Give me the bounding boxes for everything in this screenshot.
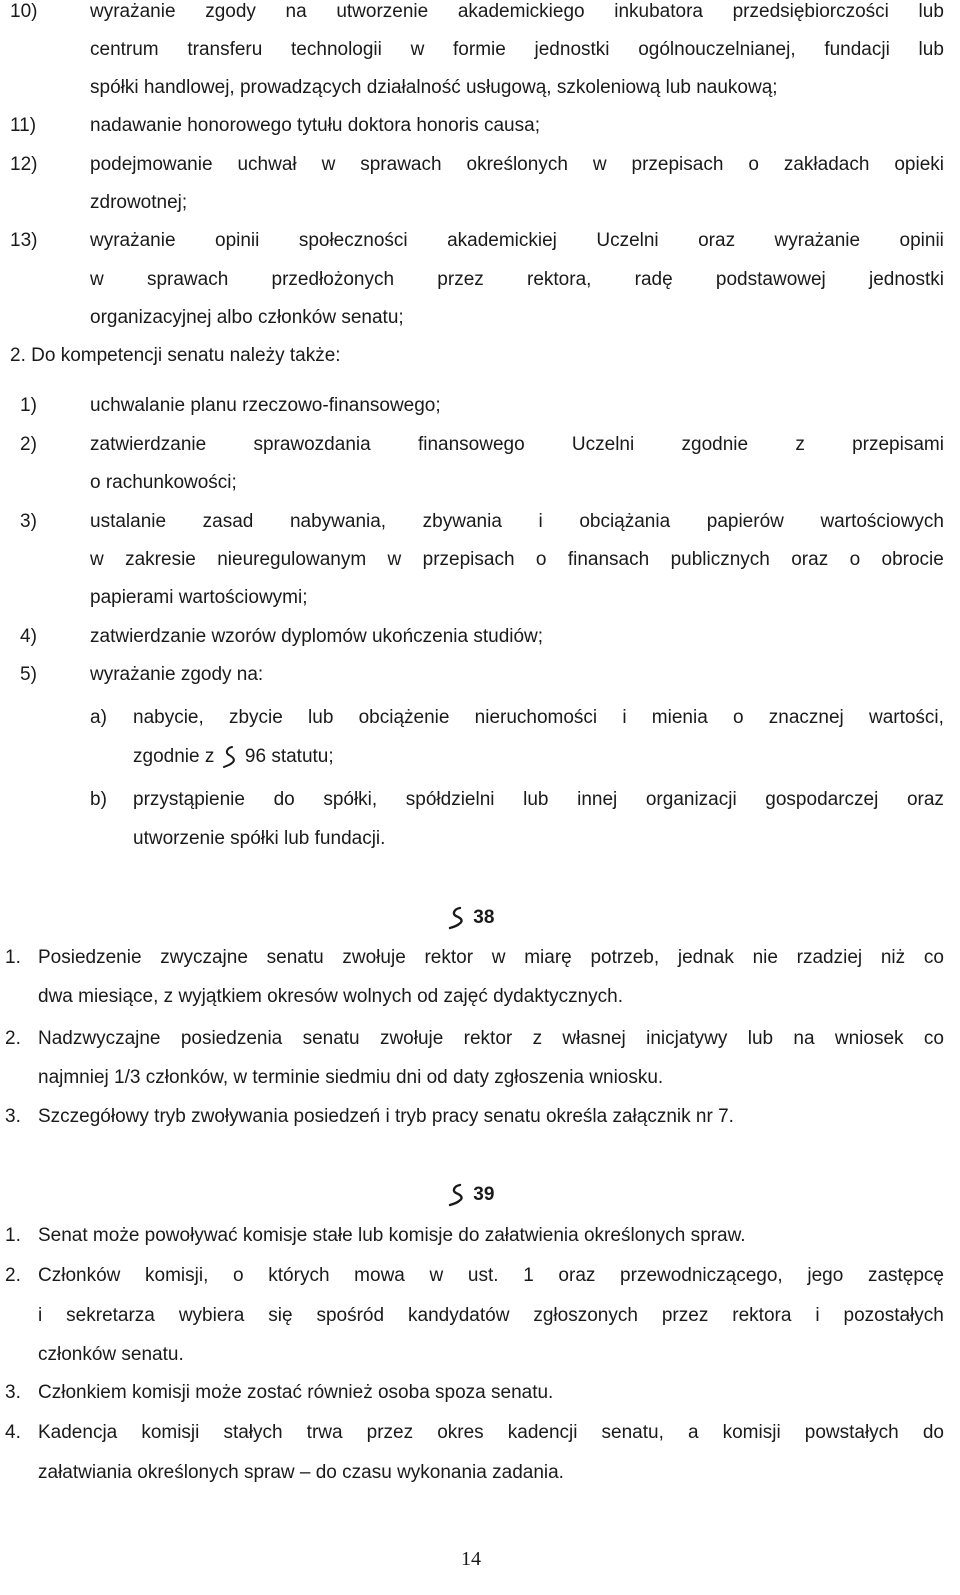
- word: opieki: [894, 154, 944, 175]
- word: oraz: [558, 1265, 596, 1286]
- word: spółdzielni: [405, 789, 495, 810]
- word: na: [793, 1028, 815, 1049]
- p39-item-3-num: 3.: [5, 1382, 21, 1403]
- word: senatu,: [601, 1422, 664, 1443]
- word: o: [732, 707, 744, 728]
- word: nieuregulowanym: [217, 549, 367, 570]
- word: zwołuje: [379, 1028, 444, 1049]
- word: zatwierdzanie: [90, 434, 207, 455]
- word: o: [535, 549, 547, 570]
- item-11-text: nadawanie honorowego tytułu doktora honoris causa;: [90, 115, 540, 136]
- item-12-line-1: [90, 153, 944, 177]
- word: w: [90, 269, 104, 290]
- s2-sub-b-line-1: [133, 788, 944, 812]
- word: do: [922, 1422, 944, 1443]
- word: okres: [437, 1422, 484, 1443]
- s2-item-3-line-3: papierami wartościowymi;: [90, 587, 308, 608]
- p39-item-4-num: 4.: [5, 1422, 21, 1443]
- word: kadencji: [507, 1422, 578, 1443]
- word: centrum: [90, 39, 159, 60]
- p39-item-1-num: 1.: [5, 1225, 21, 1246]
- word: niż: [880, 947, 906, 968]
- paragraph-38-heading: [446, 906, 494, 930]
- word: przepisach: [631, 154, 724, 175]
- word: zakładach: [783, 154, 870, 175]
- word: rektora,: [527, 269, 592, 290]
- word: 1: [523, 1265, 534, 1286]
- word: na: [285, 1, 307, 22]
- word: lub: [523, 789, 549, 810]
- s2-item-1-num: 1): [20, 395, 37, 416]
- word: senatu: [266, 947, 324, 968]
- word: Uczelni: [596, 230, 659, 251]
- word: obciążenie: [358, 707, 450, 728]
- s2-item-5-num: 5): [20, 664, 37, 685]
- p39-item-4-line-1: [38, 1421, 944, 1445]
- s2-sub-a-line-2-end: 96 statutu;: [244, 746, 334, 767]
- word: miarę: [524, 947, 572, 968]
- word: sekretarza: [66, 1305, 155, 1326]
- word: przepisami: [852, 434, 944, 455]
- s2-sub-b-num: b): [90, 789, 107, 810]
- page-number: 14: [461, 1548, 481, 1570]
- section-sign-icon: [220, 745, 240, 769]
- p38-item-2-num: 2.: [5, 1028, 21, 1049]
- word: zbycie: [228, 707, 283, 728]
- word: rzadziej: [796, 947, 863, 968]
- word: z: [795, 434, 805, 455]
- word: zgłoszonych: [533, 1305, 638, 1326]
- word: stałych: [223, 1422, 283, 1443]
- word: zbywania: [422, 511, 502, 532]
- word: mienia: [651, 707, 708, 728]
- word: inicjatywy: [646, 1028, 728, 1049]
- word: zwyczajne: [160, 947, 248, 968]
- word: spółki,: [323, 789, 378, 810]
- word: nie: [752, 947, 778, 968]
- word: zwołuje: [342, 947, 406, 968]
- p39-item-3-text: Członkiem komisji może zostać również osoba spoza senatu.: [38, 1382, 554, 1403]
- word: ust.: [467, 1265, 499, 1286]
- word: oraz: [698, 230, 736, 251]
- p38-item-2-line-2: najmniej 1/3 członków, w terminie siedmiu dni od daty zgłoszenia wniosku.: [38, 1067, 664, 1088]
- word: społeczności: [298, 230, 408, 251]
- word: w: [387, 549, 402, 570]
- word: akademickiej: [447, 230, 557, 251]
- word: przez: [366, 1422, 414, 1443]
- word: przedłożonych: [271, 269, 395, 290]
- p38-item-3-text: Szczegółowy tryb zwoływania posiedzeń i tryb pracy senatu określa załącznik nr 7.: [38, 1106, 734, 1127]
- word: rektora: [732, 1305, 792, 1326]
- word: a: [687, 1422, 699, 1443]
- word: formie: [453, 39, 506, 60]
- word: o: [233, 1265, 244, 1286]
- s2-item-2-line-1: [90, 433, 944, 457]
- word: kandydatów: [408, 1305, 510, 1326]
- section-sign-icon: [446, 906, 468, 930]
- word: przepisach: [422, 549, 515, 570]
- word: przewodniczącego,: [620, 1265, 783, 1286]
- word: zastępcę: [867, 1265, 944, 1286]
- p39-item-2-line-1: [38, 1264, 944, 1288]
- s2-sub-a-num: a): [90, 707, 107, 728]
- word: w: [410, 39, 425, 60]
- word: technologii: [291, 39, 382, 60]
- s2-item-3-line-2: [90, 548, 944, 572]
- word: organizacji: [645, 789, 737, 810]
- word: ustalanie: [90, 511, 167, 532]
- word: co: [923, 1028, 944, 1049]
- p38-item-1-line-1: [38, 946, 944, 970]
- word: spośród: [316, 1305, 385, 1326]
- word: sprawach: [360, 154, 442, 175]
- word: papierów: [706, 511, 784, 532]
- word: trwa: [306, 1422, 343, 1443]
- word: o: [849, 549, 861, 570]
- paragraph-39-heading: [446, 1183, 494, 1207]
- word: których: [268, 1265, 330, 1286]
- word: obrocie: [881, 549, 944, 570]
- word: i: [38, 1305, 43, 1326]
- word: zasad: [202, 511, 254, 532]
- word: w: [321, 154, 336, 175]
- word: akademickiego: [457, 1, 585, 22]
- s2-item-4-text: zatwierdzanie wzorów dyplomów ukończenia studiów;: [90, 626, 544, 647]
- word: znacznej: [768, 707, 844, 728]
- word: w: [429, 1265, 444, 1286]
- section-2-intro: 2. Do kompetencji senatu należy także:: [10, 345, 341, 366]
- word: nabycie,: [133, 707, 204, 728]
- word: rektor: [463, 1028, 513, 1049]
- word: jednostki: [869, 269, 944, 290]
- word: w: [491, 947, 506, 968]
- word: wyrażanie: [90, 1, 176, 22]
- word: gospodarczej: [765, 789, 879, 810]
- word: przystąpienie: [133, 789, 245, 810]
- word: co: [923, 947, 944, 968]
- word: podstawowej: [715, 269, 826, 290]
- s2-item-2-line-2: o rachunkowości;: [90, 472, 237, 493]
- s2-item-3-line-1: [90, 510, 944, 534]
- word: Posiedzenie: [38, 947, 142, 968]
- word: oraz: [906, 789, 944, 810]
- word: jednak: [677, 947, 734, 968]
- word: lub: [308, 707, 334, 728]
- item-13-line-2: [90, 268, 944, 292]
- word: Członków: [38, 1265, 121, 1286]
- word: nieruchomości: [474, 707, 598, 728]
- word: wybiera: [178, 1305, 245, 1326]
- word: lub: [918, 39, 944, 60]
- word: inkubatora: [614, 1, 703, 22]
- word: z: [532, 1028, 543, 1049]
- word: przedsiębiorczości: [732, 1, 889, 22]
- word: wniosek: [834, 1028, 904, 1049]
- item-13-line-1: [90, 229, 944, 253]
- word: oraz: [791, 549, 829, 570]
- word: potrzeb,: [590, 947, 660, 968]
- word: publicznych: [670, 549, 770, 570]
- word: sprawozdania: [253, 434, 371, 455]
- word: nabywania,: [289, 511, 387, 532]
- word: jego: [807, 1265, 844, 1286]
- word: wartościowych: [820, 511, 944, 532]
- word: wyrażanie: [90, 230, 176, 251]
- word: sprawach: [146, 269, 229, 290]
- word: o: [748, 154, 759, 175]
- item-12-line-2: zdrowotnej;: [90, 192, 188, 213]
- s2-sub-a-line-1: [133, 706, 944, 730]
- s2-sub-a-line-2: [133, 745, 334, 769]
- s2-item-5-text: wyrażanie zgody na:: [90, 664, 264, 685]
- word: Nadzwyczajne: [38, 1028, 161, 1049]
- word: lub: [747, 1028, 774, 1049]
- p39-item-2-line-2: [38, 1304, 944, 1328]
- word: wyrażanie: [774, 230, 861, 251]
- item-12-num: 12): [10, 154, 38, 175]
- item-10-line-2: [90, 38, 944, 62]
- word: zakresie: [125, 549, 196, 570]
- word: posiedzenia: [180, 1028, 283, 1049]
- word: własnej: [562, 1028, 626, 1049]
- word: opinii: [899, 230, 944, 251]
- word: transferu: [187, 39, 263, 60]
- word: w: [90, 549, 104, 570]
- item-13-num: 13): [10, 230, 38, 251]
- word: uchwał: [237, 154, 297, 175]
- word: obciążania: [579, 511, 671, 532]
- word: pozostałych: [843, 1305, 944, 1326]
- item-13-line-3: organizacyjnej albo członków senatu;: [90, 307, 404, 328]
- word: powstałych: [804, 1422, 899, 1443]
- p38-item-3-num: 3.: [5, 1106, 21, 1127]
- word: komisji: [722, 1422, 781, 1443]
- word: zgody: [205, 1, 256, 22]
- p39-item-1-text: Senat może powoływać komisje stałe lub komisje do załatwienia określonych spraw.: [38, 1225, 746, 1246]
- section-sign-icon: [446, 1183, 468, 1207]
- s2-sub-a-line-2-start: zgodnie z: [133, 746, 215, 767]
- word: i: [622, 707, 627, 728]
- word: finansowego: [417, 434, 525, 455]
- p39-item-2-num: 2.: [5, 1265, 21, 1286]
- p39-item-2-line-3: członków senatu.: [38, 1344, 184, 1365]
- word: utworzenie: [336, 1, 429, 22]
- word: innej: [577, 789, 618, 810]
- word: lub: [918, 1, 944, 22]
- word: zgodnie: [681, 434, 749, 455]
- word: określonych: [466, 154, 568, 175]
- p38-item-2-line-1: [38, 1027, 944, 1051]
- word: w: [592, 154, 607, 175]
- s2-item-2-num: 2): [20, 434, 37, 455]
- word: przez: [661, 1305, 709, 1326]
- word: podejmowanie: [90, 154, 213, 175]
- word: fundacji: [824, 39, 890, 60]
- paragraph-39-number: 39: [473, 1184, 495, 1205]
- word: i: [815, 1305, 820, 1326]
- word: i: [538, 511, 543, 532]
- p38-item-1-line-2: dwa miesiące, z wyjątkiem okresów wolnych od zajęć dydaktycznych.: [38, 986, 624, 1007]
- word: finansach: [567, 549, 650, 570]
- word: przez: [437, 269, 484, 290]
- word: ogólnouczelnianej,: [638, 39, 796, 60]
- word: Uczelni: [571, 434, 635, 455]
- p38-item-1-num: 1.: [5, 947, 21, 968]
- word: radę: [634, 269, 673, 290]
- word: jednostki: [534, 39, 610, 60]
- item-10-line-3: spółki handlowej, prowadzących działalność usługową, szkoleniową lub naukową;: [90, 77, 778, 98]
- word: opinii: [215, 230, 260, 251]
- s2-sub-b-line-2: utworzenie spółki lub fundacji.: [133, 828, 386, 849]
- s2-item-3-num: 3): [20, 511, 37, 532]
- item-10-line-1: [90, 0, 944, 24]
- word: Kadencja: [38, 1422, 118, 1443]
- word: do: [273, 789, 295, 810]
- word: komisji: [141, 1422, 200, 1443]
- paragraph-38-number: 38: [473, 907, 495, 928]
- word: komisji,: [145, 1265, 209, 1286]
- item-10-num: 10): [10, 1, 38, 22]
- p39-item-4-line-2: załatwiania określonych spraw – do czasu wykonania zadania.: [38, 1462, 564, 1483]
- word: mowa: [354, 1265, 405, 1286]
- word: rektor: [424, 947, 474, 968]
- word: wartości,: [868, 707, 944, 728]
- item-11-num: 11): [10, 115, 37, 136]
- word: senatu: [302, 1028, 360, 1049]
- word: się: [268, 1305, 293, 1326]
- s2-item-1-text: uchwalanie planu rzeczowo-finansowego;: [90, 395, 441, 416]
- s2-item-4-num: 4): [20, 626, 37, 647]
